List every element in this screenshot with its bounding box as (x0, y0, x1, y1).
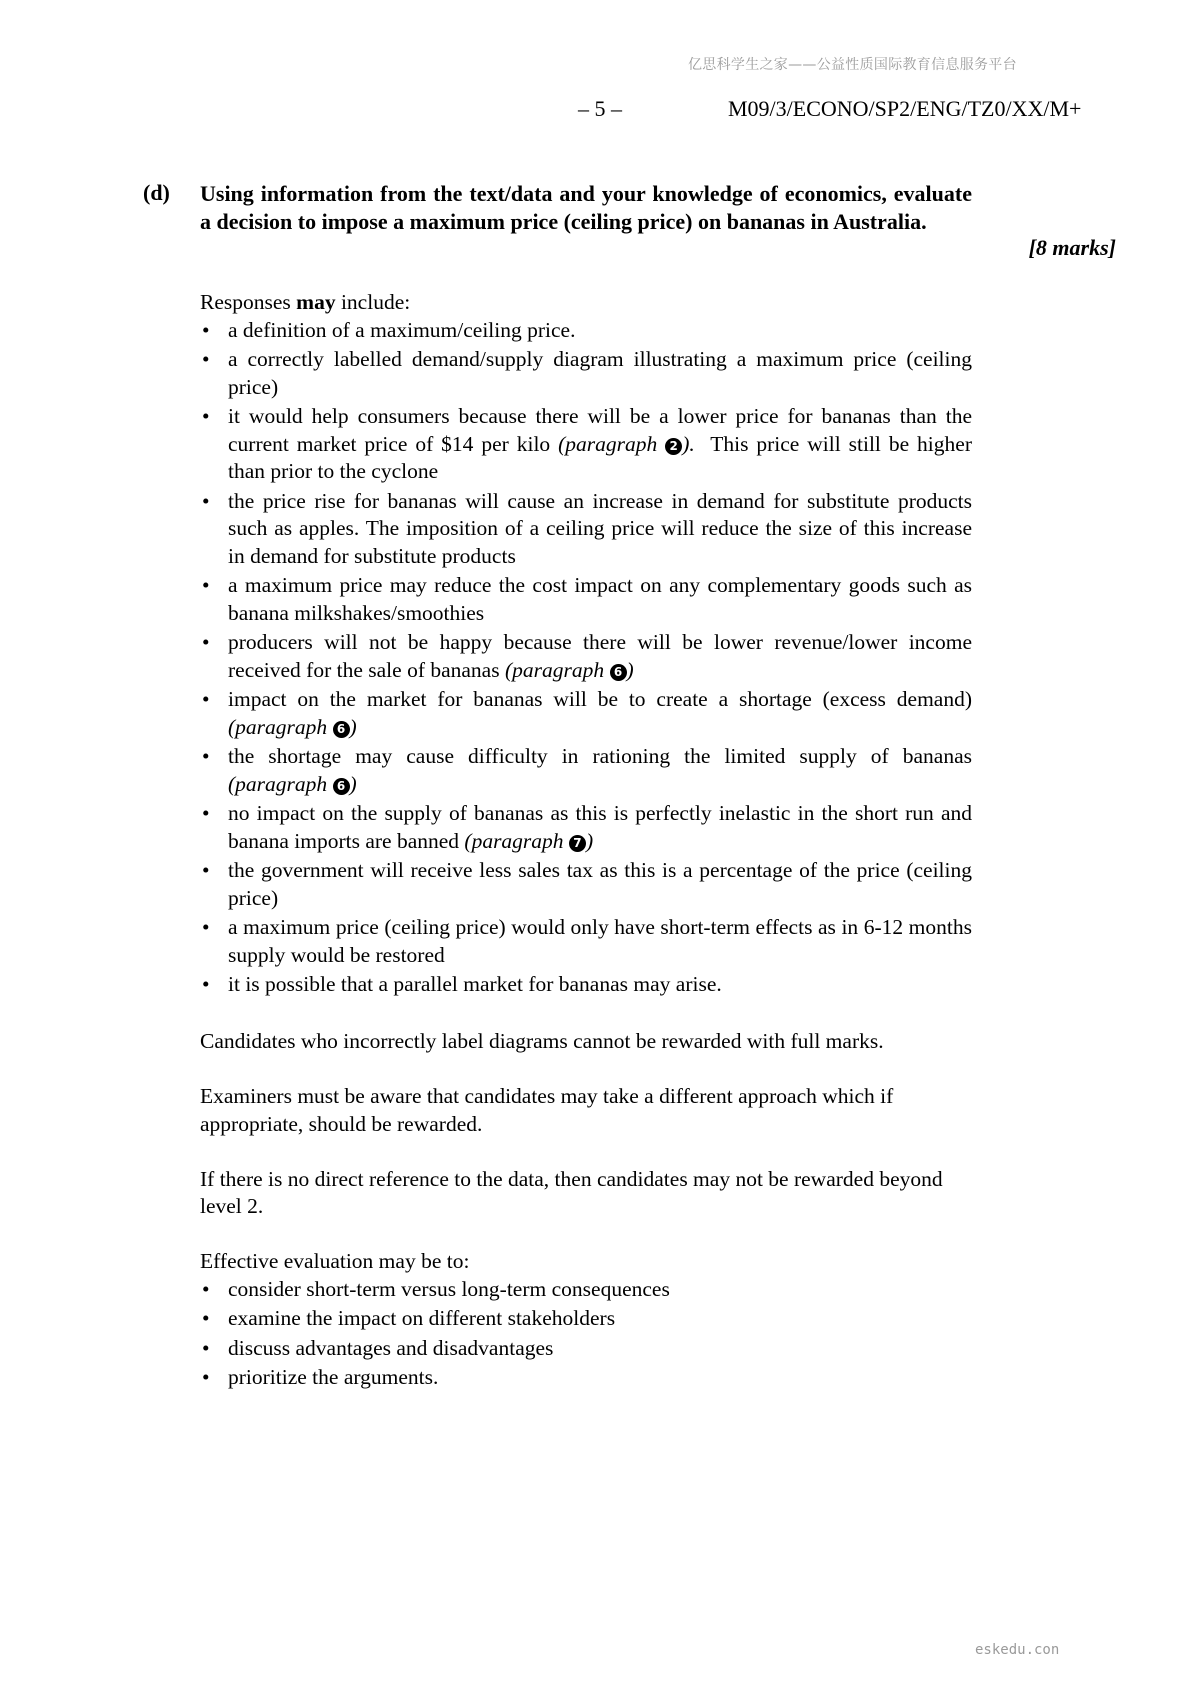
marks-allocation: [8 marks] (1028, 235, 1116, 260)
paragraph-reference (558, 432, 695, 456)
response-item (200, 317, 972, 345)
paragraph-reference-end: ) (349, 714, 357, 739)
response-item-text: the price rise for bananas will cause an increase in demand for substitute products such as apples. The imposition of a ceiling price will reduce the size of this increase in demand for substitute products (228, 488, 972, 568)
response-item-text: the shortage may cause difficulty in rationing the limited supply of bananas (228, 744, 972, 768)
data-reference-note: If there is no direct reference to the data, then candidates may not be rewarded beyond level 2. (200, 1166, 943, 1218)
paragraph-reference-end: ). (682, 431, 695, 456)
paragraph-reference (228, 715, 357, 739)
response-item-text: it is possible that a parallel market for bananas may arise. (228, 972, 722, 996)
paragraph-reference-end: ) (585, 828, 594, 853)
evaluation-item: • examine the impact on different stakeholders (200, 1305, 972, 1333)
paragraph-reference (464, 829, 593, 853)
paragraph-reference-label: (paragraph (228, 771, 333, 796)
response-item (200, 686, 972, 741)
response-item (200, 971, 972, 999)
evaluation-intro: Effective evaluation may be to: (200, 1249, 470, 1273)
paragraph-reference-label: (paragraph (504, 657, 610, 682)
response-item-text: a maximum price may reduce the cost impact on any complementary goods such as banana milkshakes/smoothies (228, 573, 972, 625)
approach-note: Examiners must be aware that candidates may take a different approach which if appropriate, should be rewarded. (200, 1084, 894, 1136)
response-item (200, 572, 972, 627)
footer-watermark: eskedu.con (975, 1642, 1060, 1658)
responses-intro-pre: Responses (200, 290, 297, 314)
response-item-text: a correctly labelled demand/supply diagram illustrating a maximum price (ceiling price) (228, 347, 972, 399)
paragraph-number-icon: 6 (333, 721, 350, 738)
response-item (200, 857, 972, 912)
response-item-text: a definition of a maximum/ceiling price. (228, 317, 576, 342)
responses-intro-post: include: (335, 290, 411, 314)
evaluation-item: • discuss advantages and disadvantages (200, 1335, 972, 1363)
paragraph-reference-end: ) (626, 657, 634, 682)
paragraph-reference (505, 658, 634, 682)
response-item (200, 629, 972, 684)
header-watermark: 亿思科学生之家——公益性质国际教育信息服务平台 (688, 57, 1017, 73)
evaluation-item: • prioritize the arguments. (200, 1364, 972, 1392)
response-item (200, 800, 972, 855)
response-item-text: producers will not be happy because there will be lower revenue/lower income received for the sale of bananas (228, 630, 972, 682)
paragraph-number-icon: 2 (665, 438, 682, 455)
paragraph-number-icon: 7 (569, 835, 586, 852)
paragraph-reference-label: (paragraph (558, 431, 666, 456)
response-item-text: it would help consumers because there will be a lower price for bananas than the current market price of $14 per kilo (228, 404, 972, 456)
page-number: – 5 – (578, 96, 622, 121)
paragraph-number-icon: 6 (610, 664, 627, 681)
response-list (200, 317, 978, 999)
response-item-text: impact on the market for bananas will be to create a shortage (excess demand) (228, 687, 972, 711)
response-item-text: the government will receive less sales tax as this is a percentage of the price (ceiling price) (228, 858, 972, 910)
paragraph-reference-label: (paragraph (464, 828, 569, 853)
response-item (200, 914, 972, 969)
response-item (200, 346, 972, 401)
paragraph-reference-label: (paragraph (228, 714, 333, 739)
response-item (200, 488, 972, 571)
markscheme-body (200, 289, 978, 1394)
responses-intro-bold: may (296, 290, 336, 314)
diagram-note: Candidates who incorrectly label diagrams cannot be rewarded with full marks. (200, 1029, 884, 1053)
question-text: Using information from the text/data and your knowledge of economics, evaluate a decision to impose a maximum price (ceiling price) on bananas in Australia. (200, 181, 972, 234)
document-code: M09/3/ECONO/SP2/ENG/TZ0/XX/M+ (728, 96, 1082, 121)
response-item-text: no impact on the supply of bananas as this is perfectly inelastic in the short run and banana imports are banned (228, 801, 972, 853)
response-item-text: a maximum price (ceiling price) would only have short-term effects as in 6-12 months supply would be restored (228, 915, 972, 967)
response-item-continuation: This price will still be higher than prior to the cyclone (228, 431, 978, 483)
evaluation-item: • consider short-term versus long-term consequences (200, 1276, 972, 1304)
paragraph-reference-end: ) (349, 771, 357, 796)
evaluation-list (200, 1276, 972, 1392)
response-item (200, 403, 978, 486)
response-item (200, 743, 972, 798)
paragraph-number-icon: 6 (333, 778, 350, 795)
paragraph-reference (228, 772, 357, 796)
question-label: (d) (143, 180, 170, 205)
responses-intro (200, 289, 972, 317)
